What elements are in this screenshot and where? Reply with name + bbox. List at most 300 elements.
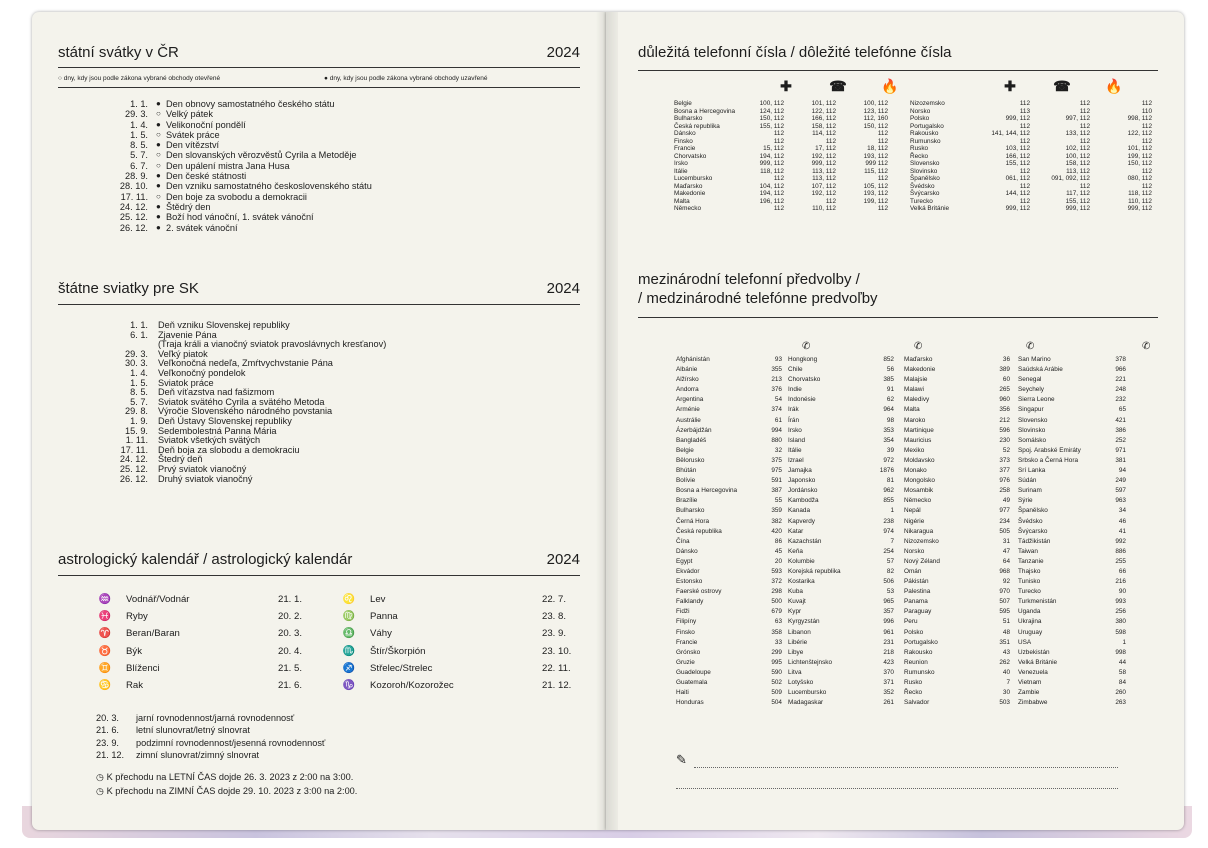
phone-numbers-title: důležitá telefonní čísla / dôležité telefónne čísla (638, 44, 952, 61)
dial-country: Mauricius (904, 436, 932, 444)
phone-number: 112 (1019, 197, 1030, 205)
holiday-name: 2. svátek vánoční (166, 222, 238, 233)
zodiac-row (98, 594, 348, 611)
dial-code: 49 (1002, 497, 1010, 505)
police-siren-icon: ☎ (829, 78, 847, 94)
dial-code-row (1018, 456, 1130, 466)
dial-code: 212 (999, 416, 1010, 424)
dial-country: Chorvatsko (788, 376, 821, 384)
dial-country: Maroko (904, 416, 926, 424)
dial-code-row (676, 678, 786, 688)
phone-number: 998, 112 (1127, 115, 1152, 122)
dial-code-row (676, 617, 786, 627)
holiday-name: Boží hod vánoční, 1. svátek vánoční (166, 212, 314, 223)
phone-country: Makedonie (674, 190, 706, 197)
dial-code: 373 (999, 456, 1010, 464)
dial-code: 382 (771, 517, 782, 525)
dial-country: Tunisko (1018, 578, 1041, 586)
phone-number: 192, 112 (811, 190, 836, 197)
holiday-date: 29. 3. (125, 109, 148, 120)
holiday-shop-status-icon: ● (156, 212, 161, 222)
phone-row (674, 190, 896, 198)
zodiac-list-left (98, 594, 348, 704)
dial-code-row (1018, 375, 1130, 385)
holiday-name: Den vítězství (166, 140, 220, 151)
dial-code: 46 (1118, 517, 1126, 525)
dial-code-row (1018, 446, 1130, 456)
phone-row (910, 100, 1160, 108)
dial-country: Korejská republika (788, 567, 841, 575)
holiday-name: Velikonoční pondělí (166, 119, 246, 130)
dial-country: Česká republika (676, 527, 722, 535)
dial-country: Srí Lanka (1018, 467, 1046, 475)
dial-country: Zimbabwe (1018, 699, 1048, 707)
dial-code-row (904, 436, 1014, 446)
dial-country: Reunion (904, 658, 928, 666)
dial-code-row (1018, 597, 1130, 607)
holiday-date: 6. 1. (130, 329, 148, 340)
holiday-date: 15. 9. (125, 425, 148, 436)
dial-code: 81 (886, 477, 894, 485)
dial-code-row (904, 628, 1014, 638)
phone-row (910, 145, 1160, 153)
holiday-name: Sviatok svätého Cyrila a svätého Metoda (158, 396, 325, 407)
dial-code: 351 (999, 638, 1010, 646)
dial-code-row (788, 638, 898, 648)
phone-number: 113, 112 (812, 167, 836, 175)
phone-number: 17, 112 (815, 145, 836, 152)
holiday-name: Sviatok všetkých svätých (158, 435, 261, 446)
dial-code-row (1018, 648, 1130, 658)
dial-country: Makedonie (904, 366, 936, 374)
dial-country: Kazachstán (788, 537, 822, 545)
dial-code: 998 (1115, 648, 1126, 656)
dial-code-row (676, 658, 786, 668)
holiday-shop-status-icon: ○ (156, 160, 161, 170)
dial-code: 82 (886, 567, 894, 575)
phone-number: 112 (773, 175, 784, 182)
dial-country: Rakousko (904, 648, 933, 656)
equinox-row (96, 749, 496, 761)
dial-country: Zambie (1018, 689, 1040, 697)
holiday-date: 25. 12. (119, 463, 148, 474)
dial-code: 376 (771, 386, 782, 394)
holiday-shop-status-icon: ● (156, 140, 161, 150)
phone-row (910, 175, 1160, 183)
phone-number: 166, 112 (811, 115, 836, 122)
dial-country: Sýrie (1018, 497, 1033, 505)
dial-country: Lucembursko (788, 689, 827, 697)
dial-codes-col2 (788, 355, 898, 708)
dial-codes-title-line1: mezinárodní telefonní předvolby / (638, 271, 860, 288)
dial-country: Řecko (904, 689, 923, 697)
dial-country: Nepál (904, 507, 921, 515)
phone-number: 150, 112 (759, 115, 784, 122)
phone-number: 133, 112 (1065, 130, 1090, 137)
phone-number: 112 (1079, 137, 1090, 145)
phone-country: Belgie (674, 100, 692, 107)
dial-code-row (788, 446, 898, 456)
dial-code-row (676, 436, 786, 446)
dial-code-row (788, 476, 898, 486)
holiday-name: Veľký piatok (158, 348, 208, 359)
dial-code-row (904, 416, 1014, 426)
phone-country: Norsko (910, 107, 931, 115)
phone-row (674, 183, 896, 191)
dial-code: 52 (1002, 446, 1010, 454)
equinox-date: 21. 6. (96, 725, 119, 736)
phone-row (910, 153, 1160, 161)
phone-row (910, 168, 1160, 176)
holiday-date: 1. 1. (130, 99, 148, 109)
phone-number: 118, 112 (760, 167, 784, 175)
dial-country: Keňa (788, 547, 803, 555)
zodiac-sign-name: Blíženci (126, 662, 160, 674)
equinox-row (96, 712, 496, 724)
zodiac-row (342, 594, 582, 611)
zodiac-sign-name: Vodnář/Vodnár (126, 594, 190, 605)
phone-number: 155, 112 (1065, 197, 1090, 205)
phone-country: Slovensko (910, 160, 940, 167)
phone-row (910, 190, 1160, 198)
holiday-name: Den vzniku samostatného československého státu (166, 181, 372, 192)
equinox-row (96, 737, 496, 749)
dial-code: 372 (771, 578, 782, 586)
zodiac-sign-date: 20. 2. (278, 611, 303, 623)
dial-code: 353 (883, 426, 894, 434)
phone-number: 193, 112 (863, 190, 888, 197)
zodiac-sign-icon: ♊ (98, 662, 112, 674)
phone-handset-icon: ✆ (914, 341, 923, 352)
holiday-name: Den boje za svobodu a demokracii (166, 191, 307, 202)
dial-code-row (1018, 607, 1130, 617)
phone-number: 110, 112 (1128, 197, 1152, 205)
dial-codes-title-line2: / medzinárodné telefónne predvoľby (638, 290, 878, 307)
phone-number: 110, 112 (812, 205, 836, 212)
phone-handset-icon: ✆ (1142, 341, 1151, 352)
dial-code: 420 (771, 527, 782, 535)
zodiac-sign-icon: ♌ (342, 594, 356, 605)
phone-number: 194, 112 (759, 152, 784, 160)
holiday-date: 5. 7. (130, 396, 148, 407)
dial-country: Španělsko (1018, 507, 1048, 515)
phone-row (674, 138, 896, 146)
phone-number: 166, 112 (1005, 152, 1030, 160)
zodiac-row (342, 628, 582, 645)
equinox-name: zimní slunovrat/zimný slnovrat (136, 749, 260, 760)
holiday-date: 25. 12. (119, 212, 148, 223)
dial-code-row (788, 547, 898, 557)
dial-country: Martinique (904, 426, 934, 434)
dial-code: 597 (1115, 487, 1126, 495)
dial-code: 378 (1115, 356, 1126, 363)
dial-code-row (676, 597, 786, 607)
dial-country: Estonsko (676, 578, 703, 586)
dial-country: Německo (904, 497, 931, 505)
dial-country: Kambodža (788, 497, 819, 505)
dial-code-row (788, 628, 898, 638)
dial-code-row (904, 688, 1014, 698)
dial-country: Panama (904, 598, 928, 606)
police-siren-icon: ☎ (1053, 78, 1071, 94)
dial-code: 91 (886, 386, 894, 394)
zodiac-sign-name: Štír/Škorpión (370, 645, 426, 657)
phone-handset-icon: ✆ (1026, 341, 1035, 352)
phone-number: 150, 112 (1127, 160, 1152, 167)
dial-country: Albánie (676, 366, 698, 374)
sk-holiday-list (110, 321, 550, 484)
dial-code-row (676, 688, 786, 698)
holiday-name: Deň Ústavy Slovenskej republiky (158, 415, 292, 426)
notes-line[interactable] (694, 767, 1118, 768)
dial-code-row (788, 658, 898, 668)
dial-code: 423 (883, 658, 894, 666)
phone-number: 100, 112 (1065, 152, 1090, 160)
phone-number: 122, 112 (1127, 130, 1152, 137)
dial-code: 593 (771, 567, 782, 575)
dial-country: Monako (904, 467, 927, 475)
dial-country: Švýcarsko (1018, 527, 1048, 535)
holiday-row (108, 202, 528, 212)
dial-code-row (788, 426, 898, 436)
dial-code: 1 (890, 507, 894, 515)
dial-country: Lotyšsko (788, 679, 814, 686)
dial-code: 352 (883, 689, 894, 697)
dial-country: Uruguay (1018, 628, 1043, 636)
phone-country: Švédsko (910, 182, 935, 190)
dial-country: Nový Zéland (904, 557, 940, 565)
dial-country: San Marino (1018, 356, 1051, 363)
dial-code-row (788, 466, 898, 476)
dial-code: 62 (886, 396, 894, 404)
dial-code-row (904, 426, 1014, 436)
dial-country: Irsko (788, 426, 802, 434)
dial-code: 377 (999, 467, 1010, 475)
dial-country: Somálsko (1018, 436, 1047, 444)
phone-number: 155, 112 (1005, 160, 1030, 167)
phone-number: 112 (1019, 122, 1030, 130)
divider (58, 87, 580, 88)
zodiac-sign-icon: ♍ (342, 611, 356, 623)
holiday-date: 26. 12. (119, 473, 148, 484)
dial-code: 358 (771, 628, 782, 636)
divider (58, 67, 580, 68)
phone-row (910, 138, 1160, 146)
notes-line[interactable] (676, 788, 1118, 789)
phone-number: 112 (773, 130, 784, 137)
zodiac-list-right (342, 594, 582, 704)
dial-code-row (788, 436, 898, 446)
dial-code: 44 (1118, 658, 1126, 666)
dial-code: 249 (1115, 477, 1126, 485)
dial-code-row (904, 648, 1014, 658)
dial-code-row (1018, 547, 1130, 557)
phone-country: Irsko (674, 160, 688, 167)
phone-country: Maďarsko (674, 182, 703, 190)
phone-number: 124, 112 (759, 107, 784, 115)
dial-code-row (788, 577, 898, 587)
dial-code: 53 (886, 588, 894, 596)
dial-country: Finsko (676, 628, 695, 636)
phone-number: 999, 112 (1127, 205, 1152, 212)
dial-code-row (676, 405, 786, 415)
dial-code: 389 (999, 366, 1010, 374)
zodiac-sign-date: 23. 10. (542, 645, 572, 657)
dial-country: Bosna a Hercegovina (676, 487, 738, 495)
phone-country: Turecko (910, 197, 933, 205)
holiday-name: (Traja králi a vianočný sviatok pravoslávnych kresťanov) (158, 339, 387, 350)
dial-country: Thajsko (1018, 567, 1041, 575)
dial-code-row (788, 405, 898, 415)
dial-country: Dánsko (676, 547, 698, 555)
dial-country: Guatemala (676, 679, 708, 686)
dial-code-row (1018, 517, 1130, 527)
phone-number: 999, 112 (759, 160, 784, 167)
phone-number: 112, 160 (863, 115, 888, 122)
phone-number: 107, 112 (811, 182, 836, 190)
holiday-name: Den upálení mistra Jana Husa (166, 160, 290, 171)
phone-number: 101, 112 (1127, 145, 1152, 152)
dial-code: 963 (1115, 497, 1126, 505)
dst-winter-note: ◷ K přechodu na ZIMNÍ ČAS dojde 29. 10. 2023 z 3:00 na 2:00. (96, 786, 358, 796)
zodiac-sign-name: Střelec/Strelec (370, 662, 433, 674)
phone-country: Velká Británie (910, 205, 950, 212)
zodiac-sign-name: Váhy (370, 628, 392, 640)
dial-code-row (1018, 365, 1130, 375)
zodiac-sign-date: 23. 8. (542, 611, 567, 623)
dial-country: Ázerbájdžán (676, 426, 712, 434)
dial-code-row (1018, 587, 1130, 597)
phone-row (674, 175, 896, 183)
dial-code-row (788, 355, 898, 365)
dial-code: 380 (1115, 618, 1126, 626)
dial-code-row (676, 668, 786, 678)
phone-number: 112 (1141, 137, 1152, 145)
phone-country: Francie (674, 145, 696, 152)
dial-country: Libanon (788, 628, 811, 636)
dial-code: 370 (883, 668, 894, 676)
cz-holidays-year: 2024 (546, 44, 580, 61)
dial-code: 261 (883, 699, 894, 707)
dial-country: Černá Hora (676, 517, 710, 525)
dial-code: 371 (883, 679, 894, 686)
phone-table-left (674, 100, 896, 213)
holiday-name: Štědrý den (166, 201, 211, 212)
dial-code-row (904, 537, 1014, 547)
dial-code-row (676, 628, 786, 638)
holiday-name: Výročie Slovenského národného povstania (158, 406, 333, 417)
dial-code-row (788, 587, 898, 597)
dial-code-row (788, 496, 898, 506)
dial-code-row (1018, 628, 1130, 638)
zodiac-row (342, 646, 582, 663)
dial-code-row (676, 698, 786, 708)
dial-code: 60 (1002, 376, 1010, 384)
dial-code: 34 (1118, 507, 1126, 515)
astro-title: astrologický kalendář / astrologický kalendár (58, 551, 353, 568)
dial-country: Bolívie (676, 477, 696, 485)
dial-country: Singapur (1018, 406, 1044, 414)
equinox-date: 20. 3. (96, 713, 119, 723)
dial-code-row (676, 557, 786, 567)
dial-country: Madagaskar (788, 699, 824, 707)
pencil-icon: ✎ (676, 752, 687, 767)
phone-number: 18, 112 (867, 145, 888, 152)
dial-code: 7 (1006, 679, 1010, 686)
dial-code: 503 (999, 699, 1010, 707)
dial-country: Itálie (788, 446, 802, 454)
dial-code: 47 (1002, 547, 1010, 555)
phone-number: 113, 112 (812, 175, 836, 182)
dial-country: Nizozemsko (904, 537, 939, 545)
dial-country: Austrálie (676, 416, 701, 424)
dial-code-row (1018, 506, 1130, 516)
phone-country: Polsko (910, 115, 930, 122)
dial-country: Slovensko (1018, 416, 1048, 424)
holiday-shop-status-icon: ● (156, 222, 161, 232)
holiday-row (108, 140, 528, 150)
equinox-date: 21. 12. (96, 749, 125, 760)
phone-number: 199, 112 (1127, 152, 1152, 160)
dial-code-row (788, 607, 898, 617)
dial-code-row (904, 658, 1014, 668)
holiday-name: Štedrý deň (158, 454, 203, 465)
dial-country: Salvador (904, 699, 930, 707)
dial-country: Guadeloupe (676, 668, 711, 676)
phone-country: Itálie (674, 167, 688, 175)
dial-country: Jordánsko (788, 487, 818, 495)
zodiac-sign-date: 20. 3. (278, 628, 303, 640)
dial-code: 500 (771, 598, 782, 606)
dial-code-row (676, 506, 786, 516)
phone-number: 091, 092, 112 (1051, 175, 1090, 182)
dial-country: Saúdská Arábie (1018, 366, 1063, 374)
dial-code: 256 (1115, 608, 1126, 616)
holiday-date: 5. 7. (130, 150, 148, 161)
zodiac-sign-icon: ♉ (98, 645, 112, 657)
holiday-shop-status-icon: ● (156, 181, 161, 191)
holiday-name: Druhý sviatok vianočný (158, 473, 253, 484)
phone-number: 999 112 (865, 160, 888, 167)
holiday-date: 28. 10. (119, 181, 148, 192)
dial-code-row (788, 486, 898, 496)
dial-code: 98 (886, 416, 894, 424)
dial-country: Seychely (1018, 386, 1044, 394)
zodiac-row (98, 646, 348, 663)
holiday-shop-status-icon: ● (156, 171, 161, 181)
dial-code-row (904, 466, 1014, 476)
phone-number: 113 (1019, 107, 1030, 115)
dial-code: 590 (771, 668, 782, 676)
dial-code-row (1018, 678, 1130, 688)
dial-code-row (904, 365, 1014, 375)
equinox-name: jarní rovnodennost/jarná rovnodennosť (136, 713, 295, 723)
zodiac-row (342, 663, 582, 680)
divider (638, 317, 1158, 318)
dial-code: 994 (771, 426, 782, 434)
dial-code: 231 (883, 638, 894, 646)
phone-number: 158, 112 (811, 122, 836, 130)
dial-code: 375 (771, 456, 782, 464)
dial-code: 40 (1002, 668, 1010, 676)
dial-code: 90 (1118, 588, 1126, 596)
dial-code: 216 (1115, 578, 1126, 586)
dial-country: Rumunsko (904, 668, 935, 676)
holiday-name: Prvý sviatok vianočný (158, 463, 247, 474)
phone-country: Nizozemsko (910, 100, 945, 107)
dial-code: 218 (883, 648, 894, 656)
dial-country: Švédsko (1018, 517, 1043, 525)
